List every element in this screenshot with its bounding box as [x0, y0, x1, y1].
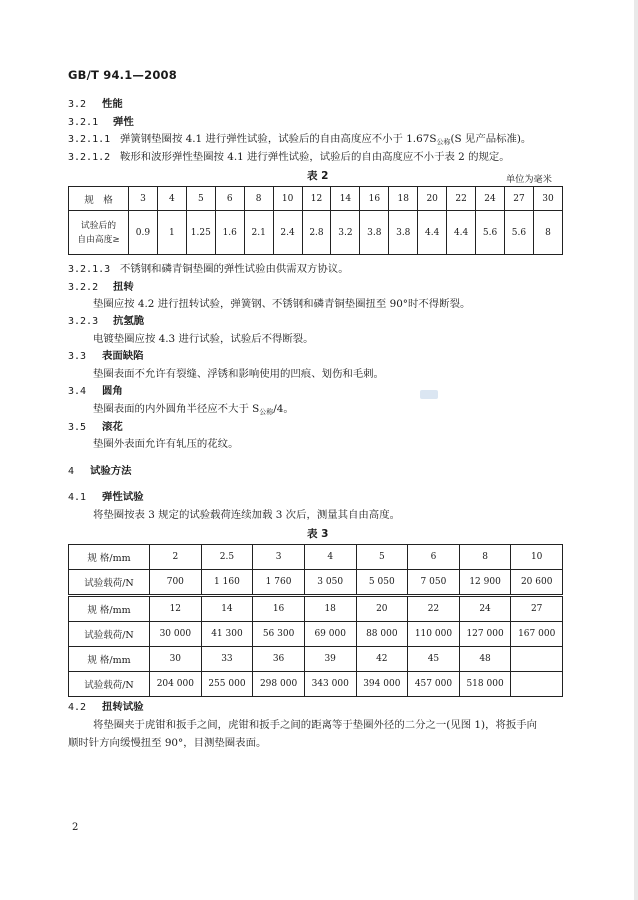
- table-3-load-row: 试验载荷/N 204 000 255 000 298 000 343 000 394 000 457 000 518 000: [69, 672, 563, 697]
- section-4-1: 4.1 弹性试验: [68, 491, 144, 503]
- table-2-unit: 单位为毫米: [506, 174, 552, 185]
- section-3-5: 3.5 滚花: [68, 421, 123, 433]
- table-3-block-3: [68, 646, 563, 697]
- standard-header: GB/T 94.1—2008: [68, 68, 177, 82]
- section-3-2-2: 3.2.2 扭转: [68, 281, 134, 293]
- table-3-spec-row: 规 格/mm 12 14 16 18 20 22 24 27: [69, 597, 563, 622]
- page-number: 2: [72, 822, 79, 833]
- section-4: 4 试验方法: [68, 465, 132, 477]
- table-2-spec-row: 规 格 3 4 5 6 8 10 12 14 16 18 20 22 24 27 30: [69, 187, 563, 211]
- section-3-3: 3.3 表面缺陷: [68, 350, 144, 362]
- table-2-height-label: 试验后的 自由高度≥: [69, 211, 129, 255]
- section-3-2-3-body: 电镀垫圈应按 4.3 进行试验，试验后不得断裂。: [93, 333, 314, 345]
- paragraph-3-2-1-1: 3.2.1.1 弹簧钢垫圈按 4.1 进行弹性试验，试验后的自由高度应不小于 $1.67S_{公称}(S$ 见产品标准)。: [68, 133, 532, 146]
- section-4-2: 4.2 扭转试验: [68, 701, 144, 713]
- table-3-load-row: 试验载荷/N 700 1 160 1 760 3 050 5 050 7 050 12 900 20 600: [69, 570, 563, 595]
- section-4-2-line-1: 将垫圈夹于虎钳和扳手之间，虎钳和扳手之间的距离等于垫圈外径的二分之一(见图 1)，将扳手向: [93, 719, 538, 731]
- paragraph-3-2-1-2: 3.2.1.2 鞍形和波形弹性垫圈按 4.1 进行弹性试验，试验后的自由高度应不小于表 2 的规定。: [68, 151, 510, 163]
- section-3-2-2-body: 垫圈应按 4.2 进行扭转试验，弹簧钢、不锈钢和磷青铜垫圈扭至 90°时不得断裂。: [93, 298, 471, 310]
- table-3-spec-row: 规 格/mm 2 2.5 3 4 5 6 8 10: [69, 545, 563, 570]
- table-2-height-row: 试验后的 自由高度≥ 0.9 1 1.25 1.6 2.1 2.4 2.8 3.2 3.8 3.8 4.4 4.4 5.6 5.6 8: [69, 211, 563, 255]
- watermark-mark: [420, 390, 438, 399]
- section-3-5-body: 垫圈外表面允许有轧压的花纹。: [93, 438, 239, 450]
- table-2-spec-label: 规 格: [69, 187, 129, 211]
- section-4-2-line-2: 顺时针方向缓慢扭至 90°，目测垫圈表面。: [68, 737, 267, 749]
- table-3-caption: 表 3: [307, 528, 329, 540]
- section-4-1-body: 将垫圈按表 3 规定的试验载荷连续加载 3 次后，测量其自由高度。: [93, 509, 400, 521]
- table-3-load-row: 试验载荷/N 30 000 41 300 56 300 69 000 88 000 110 000 127 000 167 000: [69, 622, 563, 647]
- table-2: [68, 186, 563, 255]
- section-3-2: 3.2 性能: [68, 98, 123, 110]
- section-3-3-body: 垫圈表面不允许有裂缝、浮锈和影响使用的凹痕、划伤和毛刺。: [93, 368, 384, 380]
- section-3-2-3: 3.2.3 抗氢脆: [68, 315, 145, 327]
- table-2-caption: 表 2: [307, 170, 329, 182]
- table-3-block-1: [68, 544, 563, 595]
- section-3-4: 3.4 圆角: [68, 385, 123, 397]
- paragraph-3-2-1-3: 3.2.1.3 不锈钢和磷青铜垫圈的弹性试验由供需双方协议。: [68, 263, 349, 275]
- scrollbar[interactable]: [634, 0, 638, 900]
- table-3-block-2: [68, 596, 563, 647]
- section-3-4-body: 垫圈表面的内外圆角半径应不大于 $S_{公称}/4$。: [93, 403, 294, 416]
- table-3-spec-row: 规 格/mm 30 33 36 39 42 45 48: [69, 647, 563, 672]
- section-3-2-1: 3.2.1 弹性: [68, 116, 134, 128]
